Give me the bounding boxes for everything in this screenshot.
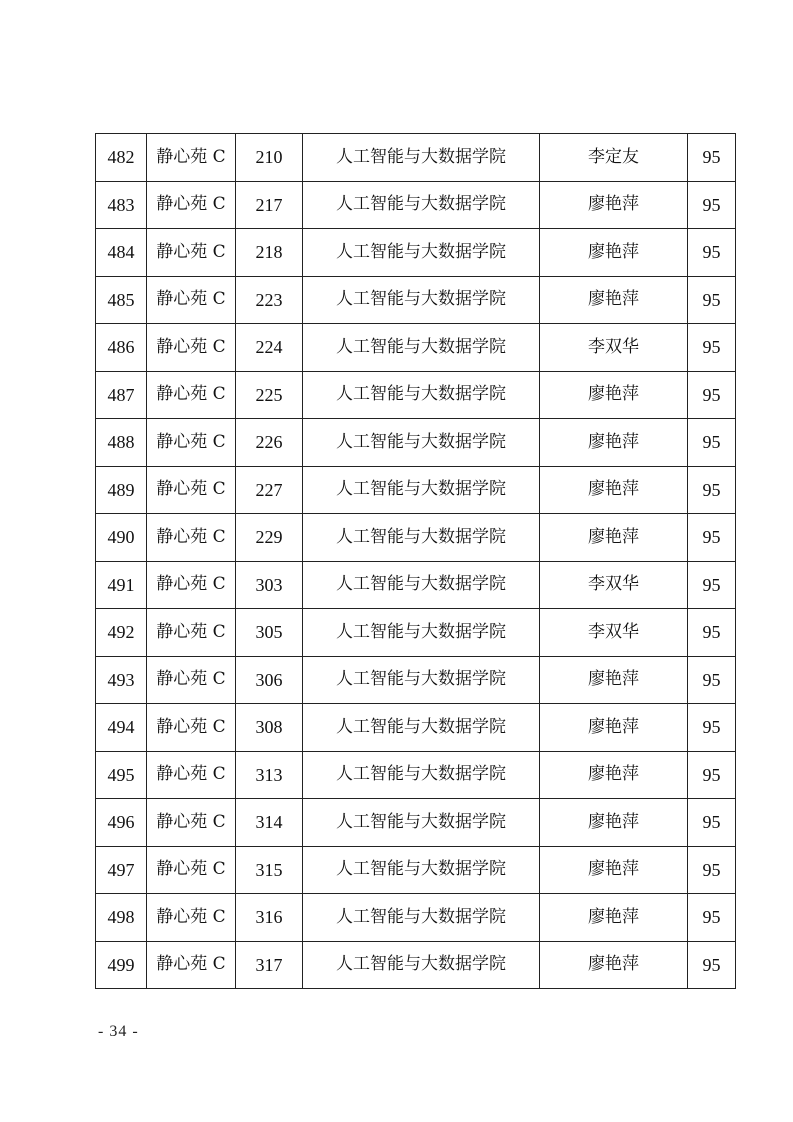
table-row xyxy=(96,751,736,799)
building-cell: 静心苑 C xyxy=(147,229,236,277)
table-row xyxy=(96,656,736,704)
college-cell: 人工智能与大数据学院 xyxy=(303,134,540,182)
room-number-cell: 218 xyxy=(236,229,303,277)
row-number-cell: 489 xyxy=(96,466,147,514)
dormitory-score-table-container xyxy=(95,133,735,989)
building-cell: 静心苑 C xyxy=(147,371,236,419)
dormitory-score-table xyxy=(95,133,736,989)
row-number-cell: 492 xyxy=(96,609,147,657)
building-cell: 静心苑 C xyxy=(147,799,236,847)
row-number-cell: 485 xyxy=(96,276,147,324)
building-cell: 静心苑 C xyxy=(147,609,236,657)
college-cell: 人工智能与大数据学院 xyxy=(303,656,540,704)
score-cell: 95 xyxy=(688,419,736,467)
score-cell: 95 xyxy=(688,799,736,847)
inspector-cell: 廖艳萍 xyxy=(540,846,688,894)
building-cell: 静心苑 C xyxy=(147,704,236,752)
table-row xyxy=(96,514,736,562)
room-number-cell: 229 xyxy=(236,514,303,562)
college-cell: 人工智能与大数据学院 xyxy=(303,371,540,419)
row-number-cell: 491 xyxy=(96,561,147,609)
room-number-cell: 317 xyxy=(236,941,303,989)
college-cell: 人工智能与大数据学院 xyxy=(303,561,540,609)
table-row xyxy=(96,324,736,372)
table-row xyxy=(96,181,736,229)
score-cell: 95 xyxy=(688,276,736,324)
row-number-cell: 487 xyxy=(96,371,147,419)
row-number-cell: 493 xyxy=(96,656,147,704)
score-cell: 95 xyxy=(688,656,736,704)
room-number-cell: 306 xyxy=(236,656,303,704)
score-cell: 95 xyxy=(688,134,736,182)
room-number-cell: 210 xyxy=(236,134,303,182)
inspector-cell: 廖艳萍 xyxy=(540,941,688,989)
college-cell: 人工智能与大数据学院 xyxy=(303,846,540,894)
row-number-cell: 497 xyxy=(96,846,147,894)
college-cell: 人工智能与大数据学院 xyxy=(303,466,540,514)
inspector-cell: 廖艳萍 xyxy=(540,419,688,467)
building-cell: 静心苑 C xyxy=(147,419,236,467)
inspector-cell: 廖艳萍 xyxy=(540,181,688,229)
inspector-cell: 廖艳萍 xyxy=(540,656,688,704)
table-row xyxy=(96,609,736,657)
inspector-cell: 李双华 xyxy=(540,609,688,657)
college-cell: 人工智能与大数据学院 xyxy=(303,181,540,229)
score-cell: 95 xyxy=(688,704,736,752)
row-number-cell: 494 xyxy=(96,704,147,752)
room-number-cell: 315 xyxy=(236,846,303,894)
row-number-cell: 486 xyxy=(96,324,147,372)
table-row xyxy=(96,134,736,182)
inspector-cell: 廖艳萍 xyxy=(540,514,688,562)
page-number: - 34 - xyxy=(98,1023,139,1040)
table-row xyxy=(96,704,736,752)
score-cell: 95 xyxy=(688,324,736,372)
room-number-cell: 227 xyxy=(236,466,303,514)
row-number-cell: 482 xyxy=(96,134,147,182)
room-number-cell: 223 xyxy=(236,276,303,324)
building-cell: 静心苑 C xyxy=(147,324,236,372)
room-number-cell: 314 xyxy=(236,799,303,847)
building-cell: 静心苑 C xyxy=(147,134,236,182)
row-number-cell: 495 xyxy=(96,751,147,799)
room-number-cell: 226 xyxy=(236,419,303,467)
inspector-cell: 廖艳萍 xyxy=(540,371,688,419)
building-cell: 静心苑 C xyxy=(147,894,236,942)
room-number-cell: 303 xyxy=(236,561,303,609)
table-row xyxy=(96,799,736,847)
table-row xyxy=(96,941,736,989)
score-cell: 95 xyxy=(688,229,736,277)
score-cell: 95 xyxy=(688,561,736,609)
room-number-cell: 308 xyxy=(236,704,303,752)
building-cell: 静心苑 C xyxy=(147,514,236,562)
college-cell: 人工智能与大数据学院 xyxy=(303,894,540,942)
table-row xyxy=(96,894,736,942)
table-row xyxy=(96,466,736,514)
table-row xyxy=(96,561,736,609)
building-cell: 静心苑 C xyxy=(147,846,236,894)
college-cell: 人工智能与大数据学院 xyxy=(303,276,540,324)
score-cell: 95 xyxy=(688,609,736,657)
table-row xyxy=(96,371,736,419)
row-number-cell: 483 xyxy=(96,181,147,229)
table-row xyxy=(96,229,736,277)
building-cell: 静心苑 C xyxy=(147,276,236,324)
building-cell: 静心苑 C xyxy=(147,656,236,704)
room-number-cell: 305 xyxy=(236,609,303,657)
score-cell: 95 xyxy=(688,751,736,799)
inspector-cell: 廖艳萍 xyxy=(540,229,688,277)
room-number-cell: 313 xyxy=(236,751,303,799)
score-cell: 95 xyxy=(688,846,736,894)
table-body xyxy=(96,134,736,989)
inspector-cell: 廖艳萍 xyxy=(540,276,688,324)
building-cell: 静心苑 C xyxy=(147,561,236,609)
college-cell: 人工智能与大数据学院 xyxy=(303,941,540,989)
row-number-cell: 496 xyxy=(96,799,147,847)
row-number-cell: 499 xyxy=(96,941,147,989)
score-cell: 95 xyxy=(688,181,736,229)
inspector-cell: 李双华 xyxy=(540,561,688,609)
building-cell: 静心苑 C xyxy=(147,181,236,229)
building-cell: 静心苑 C xyxy=(147,466,236,514)
table-row xyxy=(96,846,736,894)
college-cell: 人工智能与大数据学院 xyxy=(303,704,540,752)
score-cell: 95 xyxy=(688,466,736,514)
table-row xyxy=(96,276,736,324)
college-cell: 人工智能与大数据学院 xyxy=(303,419,540,467)
inspector-cell: 廖艳萍 xyxy=(540,894,688,942)
college-cell: 人工智能与大数据学院 xyxy=(303,799,540,847)
inspector-cell: 李定友 xyxy=(540,134,688,182)
row-number-cell: 490 xyxy=(96,514,147,562)
row-number-cell: 498 xyxy=(96,894,147,942)
college-cell: 人工智能与大数据学院 xyxy=(303,609,540,657)
score-cell: 95 xyxy=(688,371,736,419)
room-number-cell: 217 xyxy=(236,181,303,229)
inspector-cell: 廖艳萍 xyxy=(540,704,688,752)
score-cell: 95 xyxy=(688,941,736,989)
score-cell: 95 xyxy=(688,514,736,562)
inspector-cell: 廖艳萍 xyxy=(540,799,688,847)
college-cell: 人工智能与大数据学院 xyxy=(303,514,540,562)
inspector-cell: 李双华 xyxy=(540,324,688,372)
score-cell: 95 xyxy=(688,894,736,942)
college-cell: 人工智能与大数据学院 xyxy=(303,324,540,372)
row-number-cell: 484 xyxy=(96,229,147,277)
building-cell: 静心苑 C xyxy=(147,941,236,989)
inspector-cell: 廖艳萍 xyxy=(540,751,688,799)
row-number-cell: 488 xyxy=(96,419,147,467)
inspector-cell: 廖艳萍 xyxy=(540,466,688,514)
room-number-cell: 316 xyxy=(236,894,303,942)
room-number-cell: 225 xyxy=(236,371,303,419)
building-cell: 静心苑 C xyxy=(147,751,236,799)
college-cell: 人工智能与大数据学院 xyxy=(303,229,540,277)
table-row xyxy=(96,419,736,467)
room-number-cell: 224 xyxy=(236,324,303,372)
college-cell: 人工智能与大数据学院 xyxy=(303,751,540,799)
